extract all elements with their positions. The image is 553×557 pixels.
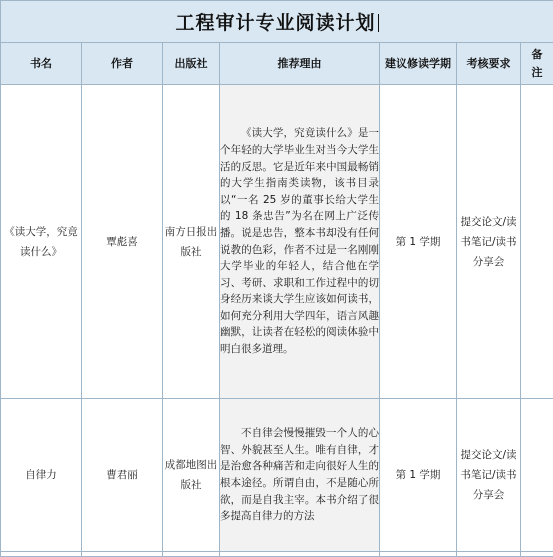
semester-cell: 第 1 学期 <box>380 399 457 552</box>
header-author: 作者 <box>82 43 163 85</box>
header-remark-text: 备注 <box>531 46 543 82</box>
publisher-cell: 成都地图出版社 <box>163 399 220 552</box>
reason-text: 《读大学，究竟读什么》是一个年轻的大学毕业生对当今大学生活的反思。它是近年来中国最畅销的大学生指南类读物，该书目录以“一名 25 岁的董事长给大学生的 18 条忠告”为名在网上广泛传播。说是忠告，整本书却没有任何说教的色彩，作者不过是一名刚刚大学毕业的年轻人，结合他在学习、考研、求职和工作过程中的切身经历来谈大学生应该如何读书，如何充分利用大学四年，语言风趣幽默，让读者在轻松的阅读体验中明白很多道理。 <box>220 125 379 357</box>
partial-cell <box>220 552 380 557</box>
remark-cell <box>521 85 553 399</box>
assessment-cell: 提交论文/读书笔记/读书分享会 <box>457 85 521 399</box>
partial-cell <box>163 552 220 557</box>
table-row <box>1 85 553 399</box>
text-cursor <box>378 14 379 32</box>
header-book: 书名 <box>1 43 82 85</box>
table-row-partial <box>1 552 553 557</box>
page-title[interactable] <box>1 1 553 43</box>
header-row <box>1 43 553 85</box>
header-semester-text: 建议修读学期 <box>385 55 451 73</box>
author-cell: 曹君丽 <box>82 399 163 552</box>
partial-cell <box>380 552 457 557</box>
table-row <box>1 399 553 552</box>
partial-cell <box>82 552 163 557</box>
header-reason: 推荐理由 <box>220 43 380 85</box>
header-remark <box>521 43 553 85</box>
book-cell: 自律力 <box>1 399 82 552</box>
header-assessment: 考核要求 <box>457 43 521 85</box>
reason-text: 不自律会慢慢摧毁一个人的心智、外貌甚至人生。唯有自律，才是治愈各种痛苦和走向很好人生的根本途径。所谓自由，不是随心所欲，而是自我主宰。本书介绍了很多提高自律力的方法 <box>220 425 379 525</box>
page-title-text: 工程审计专业阅读计划 <box>176 12 376 34</box>
publisher-cell: 南方日报出版社 <box>163 85 220 399</box>
author-cell: 覃彪喜 <box>82 85 163 399</box>
header-publisher: 出版社 <box>163 43 220 85</box>
partial-cell <box>457 552 521 557</box>
semester-cell: 第 1 学期 <box>380 85 457 399</box>
remark-cell <box>521 399 553 552</box>
header-semester <box>380 43 457 85</box>
partial-cell <box>521 552 553 557</box>
reason-cell <box>220 85 380 399</box>
assessment-cell: 提交论文/读书笔记/读书分享会 <box>457 399 521 552</box>
book-cell: 《读大学，究竟读什么》 <box>1 85 82 399</box>
reason-cell <box>220 399 380 552</box>
partial-cell <box>1 552 82 557</box>
